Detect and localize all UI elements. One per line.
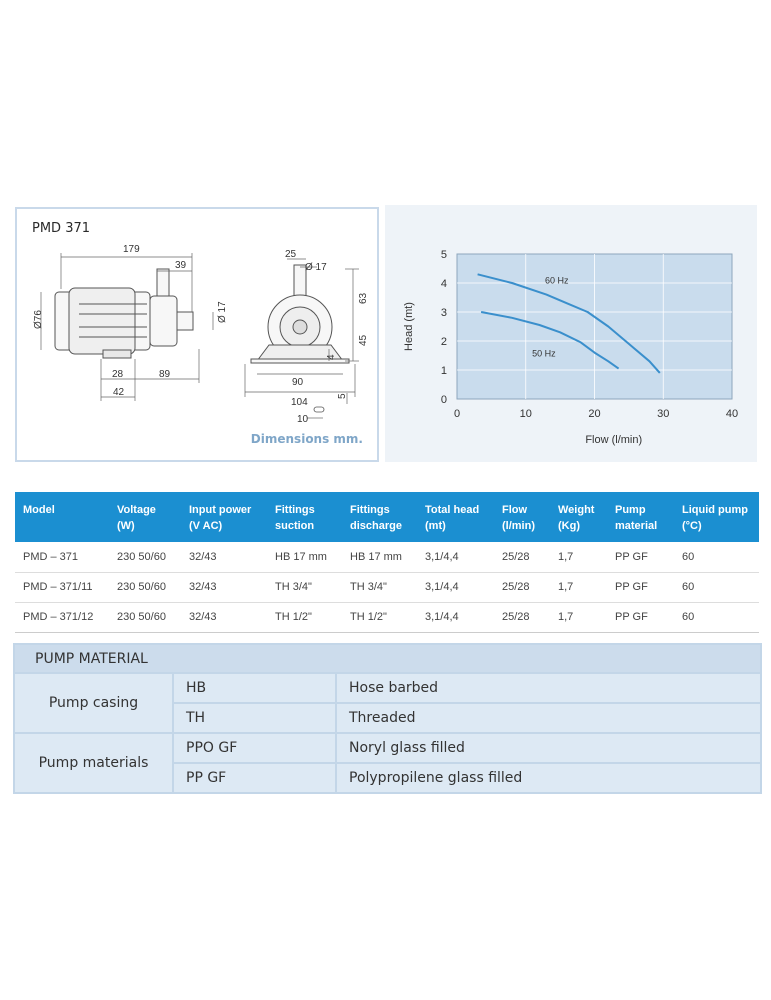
table-cell: 25/28 (494, 542, 550, 572)
table-cell: PMD – 371/12 (15, 602, 109, 632)
dim-17-side: Ø 17 (217, 301, 228, 323)
table-cell: TH 3/4" (342, 572, 417, 602)
table-cell: 25/28 (494, 602, 550, 632)
y-axis-label: Head (mt) (403, 302, 415, 351)
spec-header-cell (607, 492, 674, 542)
table-cell: TH 1/2" (267, 602, 342, 632)
table-cell: PP GF (607, 542, 674, 572)
table-cell: 1,7 (550, 542, 607, 572)
table-row (15, 542, 759, 572)
spec-header-line: Model (23, 504, 55, 516)
table-cell: 3,1/4,4 (417, 602, 494, 632)
spec-header-line: Weight (558, 504, 595, 516)
spec-header-unit: suction (275, 520, 315, 532)
y-tick-label: 2 (440, 336, 447, 348)
table-cell: 60 (674, 602, 759, 632)
pump-material-table (13, 643, 762, 794)
table-cell: 32/43 (181, 572, 267, 602)
table-cell: 230 50/60 (109, 572, 181, 602)
spec-header-line: Voltage (117, 504, 156, 516)
y-tick-label: 5 (440, 249, 447, 261)
fitting-section (314, 407, 324, 412)
spec-header-cell (15, 492, 109, 542)
dim-90: 90 (292, 377, 304, 388)
pump-model-title: PMD 371 (32, 221, 91, 236)
table-cell: PMD – 371/11 (15, 572, 109, 602)
table-row (15, 572, 759, 602)
spec-header-unit: (W) (117, 520, 135, 532)
table-cell: 32/43 (181, 542, 267, 572)
material-desc: Threaded (336, 703, 761, 733)
performance-chart-panel (385, 205, 757, 462)
dim-25: 25 (285, 249, 297, 260)
material-code: PP GF (173, 763, 336, 793)
spec-header-cell (674, 492, 759, 542)
x-axis-label: Flow (l/min) (585, 434, 643, 446)
table-cell: 3,1/4,4 (417, 542, 494, 572)
pump-material-title: PUMP MATERIAL (14, 644, 761, 673)
pump-front-view (251, 265, 349, 363)
dim-179: 179 (123, 244, 140, 255)
spec-header-row (15, 492, 759, 542)
y-tick-label: 0 (440, 394, 447, 406)
group-pump-materials: Pump materials (14, 733, 173, 793)
pump-side-view (55, 269, 193, 358)
table-cell: TH 3/4" (267, 572, 342, 602)
table-cell: 60 (674, 572, 759, 602)
table-cell: PMD – 371 (15, 542, 109, 572)
spec-header-line: Flow (502, 504, 528, 516)
material-code: TH (173, 703, 336, 733)
spec-header-line: Fittings (275, 504, 315, 516)
material-desc: Polypropilene glass filled (336, 763, 761, 793)
material-code: PPO GF (173, 733, 336, 763)
table-cell: HB 17 mm (342, 542, 417, 572)
spec-header-unit: (Kg) (558, 520, 580, 532)
table-cell: PP GF (607, 602, 674, 632)
y-tick-label: 1 (440, 365, 447, 377)
material-desc: Hose barbed (336, 673, 761, 703)
dim-76: Ø76 (33, 310, 44, 329)
dim-89: 89 (159, 369, 171, 380)
table-cell: 3,1/4,4 (417, 572, 494, 602)
x-tick-label: 10 (519, 408, 532, 420)
table-cell: 1,7 (550, 602, 607, 632)
spec-header-line: Input power (189, 504, 252, 516)
spec-table (15, 492, 759, 633)
spec-header-line: Pump (615, 504, 646, 516)
spec-header-line: Fittings (350, 504, 390, 516)
y-tick-label: 3 (440, 307, 447, 319)
dim-4: 4 (326, 354, 337, 360)
y-tick-label: 4 (440, 278, 447, 290)
pump-dimension-drawing (17, 209, 381, 464)
x-tick-label: 20 (588, 408, 601, 420)
table-cell: 60 (674, 542, 759, 572)
table-cell: 25/28 (494, 572, 550, 602)
spec-header-unit: (l/min) (502, 520, 535, 532)
group-pump-casing: Pump casing (14, 673, 173, 733)
spec-header-unit: (mt) (425, 520, 446, 532)
spec-header-unit: material (615, 520, 658, 532)
dim-5: 5 (337, 393, 348, 399)
table-cell: PP GF (607, 572, 674, 602)
dimensions-caption: Dimensions mm. (250, 432, 363, 446)
table-cell: HB 17 mm (267, 542, 342, 572)
dim-17-top: Ø 17 (305, 262, 327, 273)
dim-42: 42 (113, 387, 125, 398)
spec-header-cell (494, 492, 550, 542)
table-row (15, 602, 759, 632)
spec-header-line: Liquid pump (682, 504, 748, 516)
dim-10: 10 (297, 414, 309, 425)
dim-39: 39 (175, 260, 187, 271)
table-cell: 230 50/60 (109, 602, 181, 632)
series-label: 60 Hz (545, 275, 569, 286)
series-label: 50 Hz (532, 348, 556, 359)
dim-45: 45 (358, 334, 369, 346)
spec-header-unit: (°C) (682, 520, 702, 532)
spec-header-cell (342, 492, 417, 542)
table-cell: 32/43 (181, 602, 267, 632)
performance-chart (385, 205, 757, 462)
spec-header-cell (550, 492, 607, 542)
material-desc: Noryl glass filled (336, 733, 761, 763)
dim-63: 63 (358, 292, 369, 304)
x-tick-label: 40 (725, 408, 739, 420)
table-cell: 1,7 (550, 572, 607, 602)
spec-header-cell (181, 492, 267, 542)
spec-header-cell (267, 492, 342, 542)
dim-28: 28 (112, 369, 124, 380)
dimensions-panel (15, 207, 379, 462)
table-cell: TH 1/2" (342, 602, 417, 632)
spec-header-cell (109, 492, 181, 542)
material-code: HB (173, 673, 336, 703)
table-cell: 230 50/60 (109, 542, 181, 572)
dim-104: 104 (291, 397, 308, 408)
x-tick-label: 0 (453, 408, 461, 420)
x-tick-label: 30 (657, 408, 670, 420)
spec-header-line: Total head (425, 504, 480, 516)
spec-header-unit: (V AC) (189, 520, 223, 532)
spec-header-cell (417, 492, 494, 542)
spec-header-unit: discharge (350, 520, 402, 532)
